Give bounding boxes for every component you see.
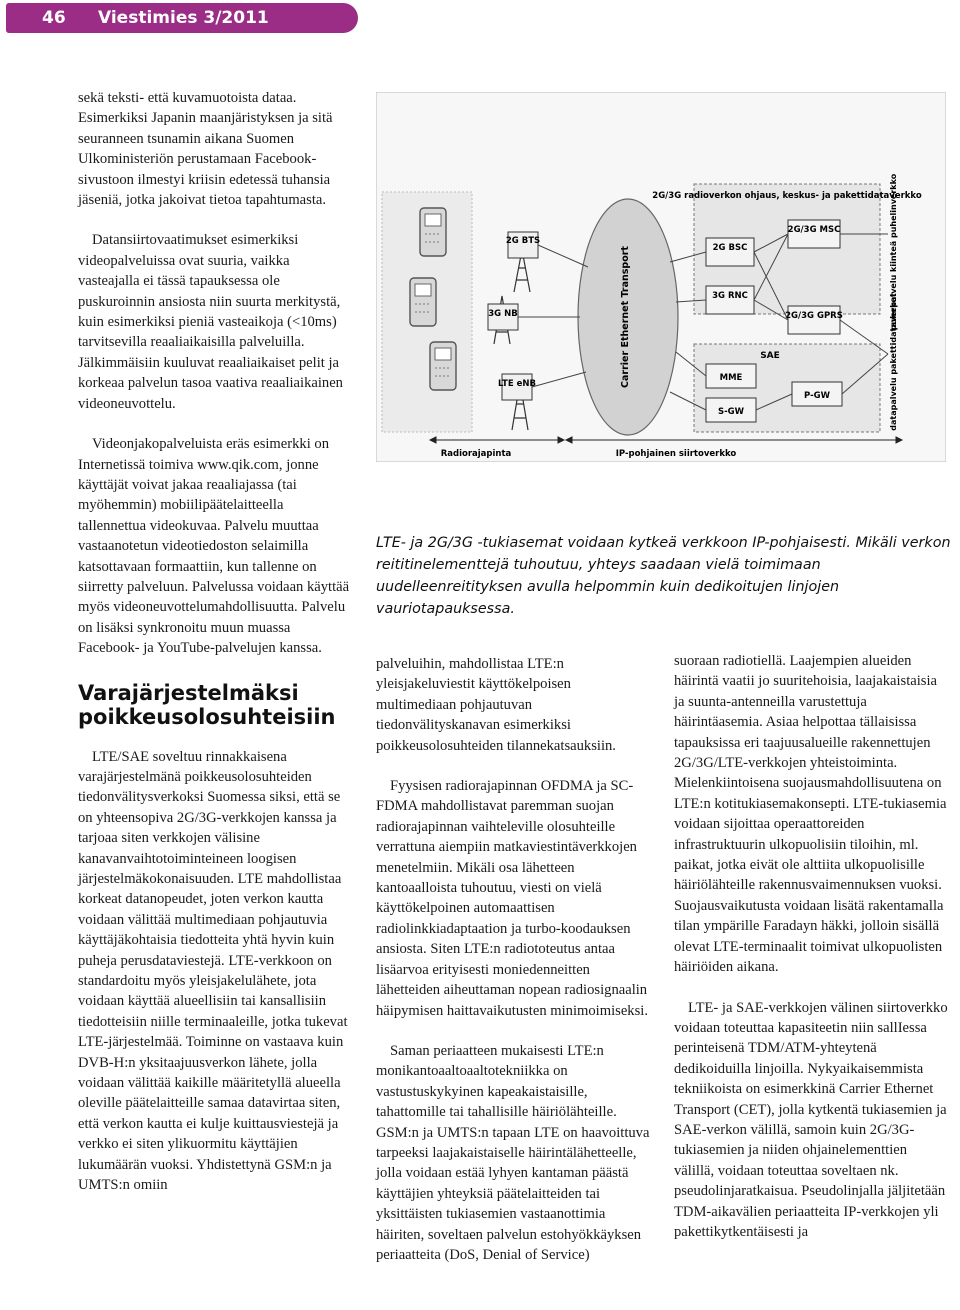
- paragraph: sekä teksti- että kuvamuotoista dataa. Esimerkiksi Japanin maanjäristyksen ja sitä seuranneen tsunamin aikana Suomen Ulkoministeriön perustamaan Facebook-sivustoon ilmestyi kriisin edetessä tuhansia jäseniä, jotka jakoivat tietoa tapahtumasta.: [78, 90, 333, 209]
- phone-icon: [410, 278, 436, 326]
- phone-icon: [430, 342, 456, 390]
- paragraph: LTE/SAE soveltuu rinnakkaisena varajärjestelmänä poikkeusolosuhteiden tiedonvälitysverkoksi Suomessa siksi, että se on yhteensopiva 2G/3G-verkkojen kanssa ja tarjoaa siten verkkojen välisine kanavanvaihtotoiminteineen loogisen järjestelmäkokonaisuuden. LTE mahdollistaa korkeat datanopeudet, joten verkon kautta voidaan välittää multimediaan pohjautuvia käyttäjäkohtaisia tiedotteita yhtä hyvin kuin puheja perusdataviestejä. LTE-verkkoon on standardoitu myös yleisjakelulähete, jota voidaan käyttää alueellisiin tai kansallisiin tiedotteisiin niille terminaaleille, jotka tukevat LTE-järjestelmää. Toiminne on vastaava kuin DVB-H:n yksitaajuusverkon lähete, jolla voidaan välittää kaikille määritetyllä alueella oleville päätelaitteille samaa datavirtaa siten, että verkon kautta ei kulje kuittausviestejä ja verkko ei siten ylikuormitu käyttäjien lukumäärän vuoksi. Yhdistettynä GSM:n ja UMTS:n omiin: [78, 748, 348, 1194]
- label-ip-transport: IP-pohjainen siirtoverkko: [615, 449, 737, 459]
- core-box-title: 2G/3G radioverkon ohjaus, keskus- ja pakettidataverkko: [652, 191, 922, 201]
- node-msc: 2G/3G MSC: [787, 225, 841, 235]
- node-3g-rnc: 3G RNC: [712, 291, 748, 301]
- side-label-data: datapalvelu pakettidataverkot: [889, 293, 898, 431]
- phone-icon: [420, 208, 446, 256]
- side-label-voice: puhepalvelu kiinteä puhelinverkko: [889, 173, 898, 331]
- section-heading: Varajärjestelmäksi poikkeusolosuhteisiin: [78, 680, 336, 729]
- text-column-1: [78, 88, 354, 1216]
- transport-label: Carrier Ethernet Transport: [620, 246, 631, 388]
- label-radio-interface: Radiorajapinta: [440, 449, 512, 459]
- text-column-2: [376, 654, 652, 1285]
- paragraph: suoraan radiotiellä. Laajempien alueiden häirintä vaatii jo suuritehoisia, laajakaistaisia ja suunta-antenneilla varustettuja häirintäasemia. Asiaa helpottaa tällaisissa tapauksissa eri taajuusalueille rakennettujen 2G/3G/LTE-verkkojen yhteistoiminta. Mielenkiintoisena suojausmahdollisuutena on LTE:n kotitukiasemakonsepti. LTE-tukiasemia voidaan sijoittaa operaattoreiden infrastruktuurin ulkopuolisiin tiloihin, ml. paikat, jotka eivät ole alttiita ulkopuolisille häiriölähteille rakennusvaimennuksen vuoksi. Suojausvaikutusta voidaan lisätä rakentamalla tilan ympärille Faradayn häkki, jolloin sisällä olevat LTE-terminaalit toimivat ulkopuolisten häiriöiden aikana.: [674, 653, 947, 976]
- node-pgw: P-GW: [804, 391, 830, 401]
- node-3g-nb: 3G NB: [488, 309, 518, 319]
- text-column-3: [674, 651, 950, 1262]
- page-number: 46: [42, 8, 66, 28]
- node-mme: MME: [719, 373, 743, 383]
- node-2g-bsc: 2G BSC: [712, 243, 748, 253]
- node-lte-enb: LTE eNB: [498, 379, 536, 389]
- paragraph: Fyysisen radiorajapinnan OFDMA ja SC-FDMA mahdollistavat paremman suojan radiorajapinnan vaihteleville olosuhteille verrattuna aiempiin matkaviestintäverkkojen menetelmiin. Mikäli osa lähetteen kantoaalloista tuhoutuu, viesti on vielä käyttökelpoinen automaattisen radiolinkkiadaptaation ja turbo-koodauksen ansiosta. Siten LTE:n radiototeutus antaa lisäarvoa erityisesti moniedenneitten lähetteiden aiheuttaman nopean radiosignaalin häipymisen haittavaikutusten minimoimiseksi.: [376, 778, 648, 1019]
- paragraph: Datansiirtovaatimukset esimerkiksi videopalveluissa ovat suuria, vaikka vasteajalla ei tässä tapauksessa ole puskuroinnin ansiosta niin suurta merkitystä, kuin esimerkiksi pieniä vasteaikoja (<10ms) tarvitsevilla reaaliaikaisilla palveluilla. Jälkimmäisiin kuuluvat reaaliaikaiset pelit ja korkeaa palvelun tasoa vaativa reaaliaikainen videoneuvottelu.: [78, 232, 343, 412]
- paragraph: palveluihin, mahdollistaa LTE:n yleisjakeluviestit käyttökelpoisen multimediaan pohjautuvan tiedonvälityskanavan esimerkiksi poikkeusolosuhteiden tilannekatsauksiin.: [376, 656, 616, 754]
- figure-caption: LTE- ja 2G/3G -tukiasemat voidaan kytkeä verkkoon IP-pohjaisesti. Mikäli verkon reititinelementtejä tuhoutuu, yhteys saadaan vielä toimimaan uudelleenreitityksen avulla helpommin kuin dedikoitujen linjojen vauriotapauksessa.: [376, 535, 951, 617]
- node-sgw: S-GW: [717, 407, 745, 417]
- paragraph: LTE- ja SAE-verkkojen välinen siirtoverkko voidaan toteuttaa kapasiteetin niin sallIessa perinteisenä TDM/ATM-yhteytenä dedikoiduilla linjoilla. Nykyaikaisemmista tekniikoista on esimerkkinä Carrier Ethernet Transport (CET), jolla kytkentä tukiasemien ja SAE-verkon välillä, samoin kuin 2G/3G-tukiasemien ja niiden ohjainelementtien välillä, voidaan toteuttaa soveltaen nk. pseudolinjaratkaisua. Pseudolinjalla jäljitetään TDM-aikavälien periaatteita IP-verkkojen yli pakettikytkentäisesti ja: [674, 999, 948, 1240]
- node-sae-label: SAE: [760, 351, 780, 361]
- network-diagram-svg: [376, 92, 946, 462]
- node-gprs: 2G/3G GPRS: [785, 311, 843, 321]
- node-2g-bts: 2G BTS: [505, 236, 541, 246]
- paragraph: Saman periaatteen mukaisesti LTE:n monikantoaaltoaaltotekniikka on vastustuskykyinen kapeakaistaisille, tahattomille tai tahallisille häiriölähteille. GSM:n ja UMTS:n tapaan LTE on haavoittuva tarpeeksi laajakaistaiselle häirintälähetteelle, jolla voidaan estää lyhyen kantaman päästä käyttäjien yhteyksiä päätelaitteiden tai yksittäisten tukiasemien vastaanottimia häiriten, soveltaen palvelun estohyökkäyksen periaatteita (DoS, Denial of Service): [376, 1042, 650, 1263]
- magazine-title: Viestimies 3/2011: [98, 8, 269, 28]
- paragraph: Videonjakopalveluista eräs esimerkki on Internetissä toimiva www.qik.com, jonne käyttäjät voivat jakaa reaaliajassa (tai myöhemmin) mobiilipäätelaitteella tallennettua videokuvaa. Palvelu muuttaa vastaanotetun videotiedoston selaimilla katsottavaan formaattiin, kun tallenne on siirretty palveluun. Palvelussa voidaan käyttää myös videoneuvottelumahdollisuutta. Palvelu on lisäksi synkronoitu muun muassa Facebook- ja YouTube-palvelujen kanssa.: [78, 436, 350, 657]
- page-header: [6, 3, 358, 33]
- network-diagram: [376, 92, 946, 462]
